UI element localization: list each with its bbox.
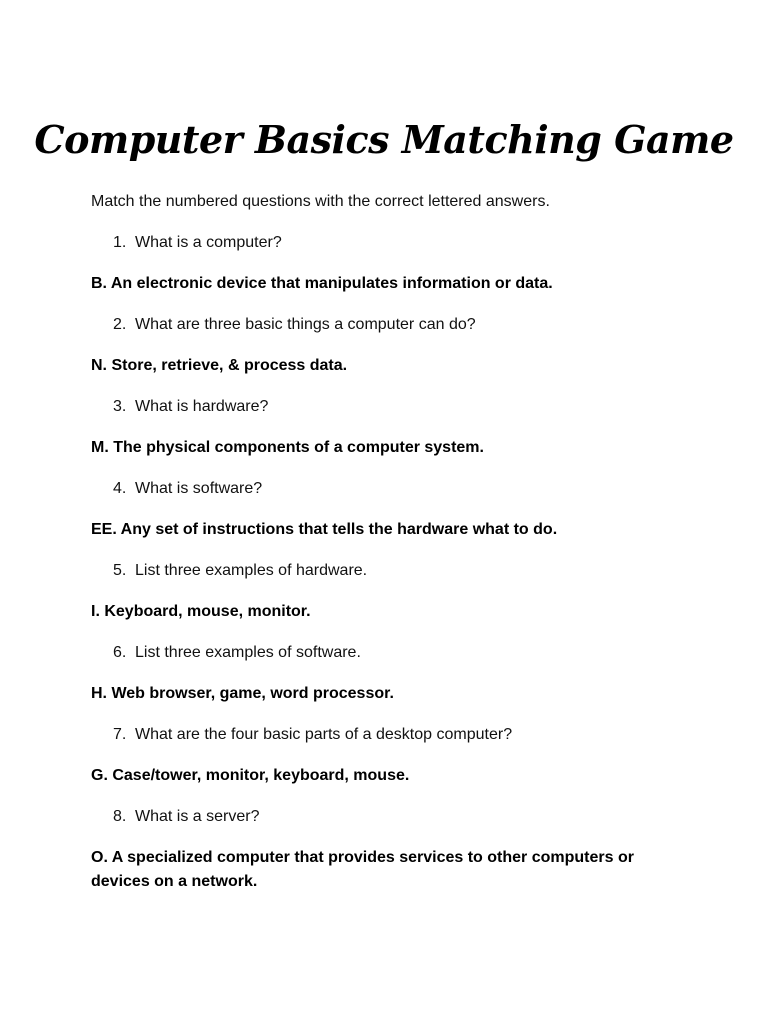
question-text: What is software? <box>135 480 263 497</box>
page-title: Computer Basics Matching Game <box>34 117 734 162</box>
question-number: 7. <box>113 726 127 743</box>
question-2 <box>91 313 691 337</box>
question-number: 3. <box>113 398 127 415</box>
question-5 <box>91 559 691 583</box>
question-text: What is a server? <box>135 808 260 825</box>
answer-6: H. Web browser, game, word processor. <box>91 685 394 702</box>
answer-3: M. The physical components of a computer system. <box>91 439 484 456</box>
question-number: 2. <box>113 316 127 333</box>
question-number: 5. <box>113 562 127 579</box>
answer-8: O. A specialized computer that provides services to other computers or devices on a network. <box>91 849 634 890</box>
question-text: What is hardware? <box>135 398 269 415</box>
question-text: List three examples of hardware. <box>135 562 368 579</box>
answer-1: B. An electronic device that manipulates information or data. <box>91 275 553 292</box>
question-number: 4. <box>113 480 127 497</box>
question-text: What is a computer? <box>135 234 282 251</box>
question-8 <box>91 805 691 829</box>
instructions-text: Match the numbered questions with the correct lettered answers. <box>91 193 550 210</box>
question-text: List three examples of software. <box>135 644 361 661</box>
answer-5: I. Keyboard, mouse, monitor. <box>91 603 311 620</box>
question-number: 6. <box>113 644 127 661</box>
answer-2: N. Store, retrieve, & process data. <box>91 357 348 374</box>
question-text: What are three basic things a computer can do? <box>135 316 476 333</box>
question-text: What are the four basic parts of a desktop computer? <box>135 726 513 743</box>
answer-4: EE. Any set of instructions that tells the hardware what to do. <box>91 521 558 538</box>
question-3 <box>91 395 691 419</box>
question-6 <box>91 641 691 665</box>
worksheet-content <box>91 190 691 911</box>
question-number: 8. <box>113 808 127 825</box>
question-7 <box>91 723 691 747</box>
question-1 <box>91 231 691 255</box>
question-4 <box>91 477 691 501</box>
question-number: 1. <box>113 234 127 251</box>
answer-7: G. Case/tower, monitor, keyboard, mouse. <box>91 767 410 784</box>
